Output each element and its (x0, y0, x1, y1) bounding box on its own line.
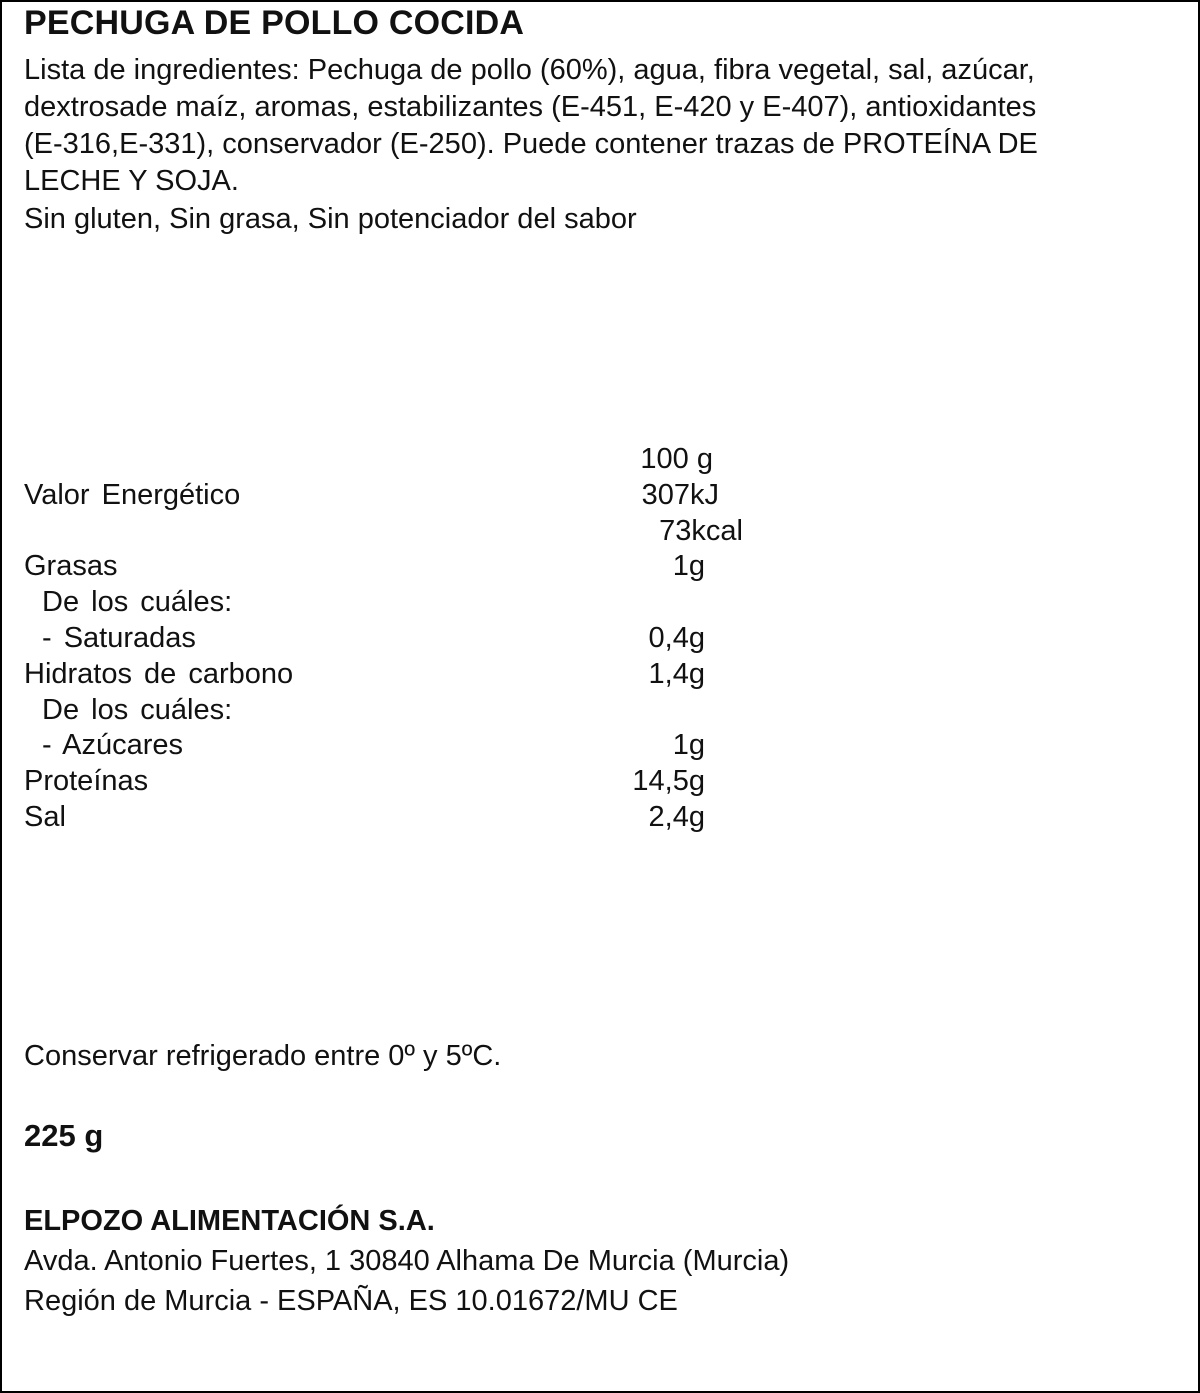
nutrition-label: Sal (24, 800, 66, 833)
nutrition-value: 14,5g (632, 765, 705, 798)
nutrition-value: 73kcal (659, 514, 743, 547)
claims-line: Sin gluten, Sin grasa, Sin potenciador del sabor (24, 203, 637, 235)
ingredients-line: LECHE Y SOJA. (24, 165, 239, 197)
nutrition-value: 1g (672, 729, 705, 762)
nutrition-row-sugars (24, 727, 784, 763)
storage-instructions: Conservar refrigerado entre 0º y 5ºC. (24, 1040, 502, 1072)
nutrition-header: 100 g (640, 443, 713, 475)
nutrition-row-energy-kj (24, 477, 784, 513)
nutrition-row-saturated (24, 620, 784, 656)
nutrition-label: - Azúcares (42, 729, 183, 762)
nutrition-row-salt (24, 799, 784, 835)
nutrition-value: 307kJ (641, 478, 719, 511)
ingredients-line: dextrosade maíz, aromas, estabilizantes (E-451, E-420 y E-407), antioxidantes (24, 91, 1037, 123)
nutrition-table (24, 441, 784, 835)
nutrition-value: 0,4g (648, 621, 705, 654)
nutrition-value: 2,4g (648, 800, 705, 833)
nutrition-label: De los cuáles: (42, 693, 233, 726)
nutrition-label: Hidratos de carbono (24, 657, 294, 690)
nutrition-row-carbs (24, 656, 784, 692)
nutrition-label: Proteínas (24, 765, 149, 798)
nutrition-label: - Saturadas (42, 621, 196, 654)
nutrition-label: De los cuáles: (42, 586, 233, 619)
ingredients-line: Lista de ingredientes: Pechuga de pollo (60%), agua, fibra vegetal, sal, azúcar, (24, 54, 1035, 86)
ingredients-block (24, 52, 1038, 200)
nutrition-label: Valor Energético (24, 478, 241, 511)
nutrition-row-fat-subheader (24, 584, 784, 620)
manufacturer-registry-line: Región de Murcia - ESPAÑA, ES 10.01672/MU CE (24, 1285, 678, 1317)
nutrition-row-protein (24, 763, 784, 799)
nutrition-row-energy-kcal (24, 513, 784, 549)
nutrition-label: Grasas (24, 550, 118, 583)
ingredients-line: (E-316,E-331), conservador (E-250). Puede contener trazas de PROTEÍNA DE (24, 128, 1038, 160)
nutrition-value: 1g (672, 550, 705, 583)
manufacturer-name: ELPOZO ALIMENTACIÓN S.A. (24, 1205, 435, 1237)
nutrition-row-fat (24, 548, 784, 584)
nutrition-row-carbs-subheader (24, 692, 784, 728)
nutrition-header-row (24, 441, 784, 477)
manufacturer-address-line: Avda. Antonio Fuertes, 1 30840 Alhama De Murcia (Murcia) (24, 1245, 790, 1277)
product-title: PECHUGA DE POLLO COCIDA (24, 4, 525, 42)
net-weight: 225 g (24, 1118, 104, 1153)
nutrition-value: 1,4g (648, 657, 705, 690)
